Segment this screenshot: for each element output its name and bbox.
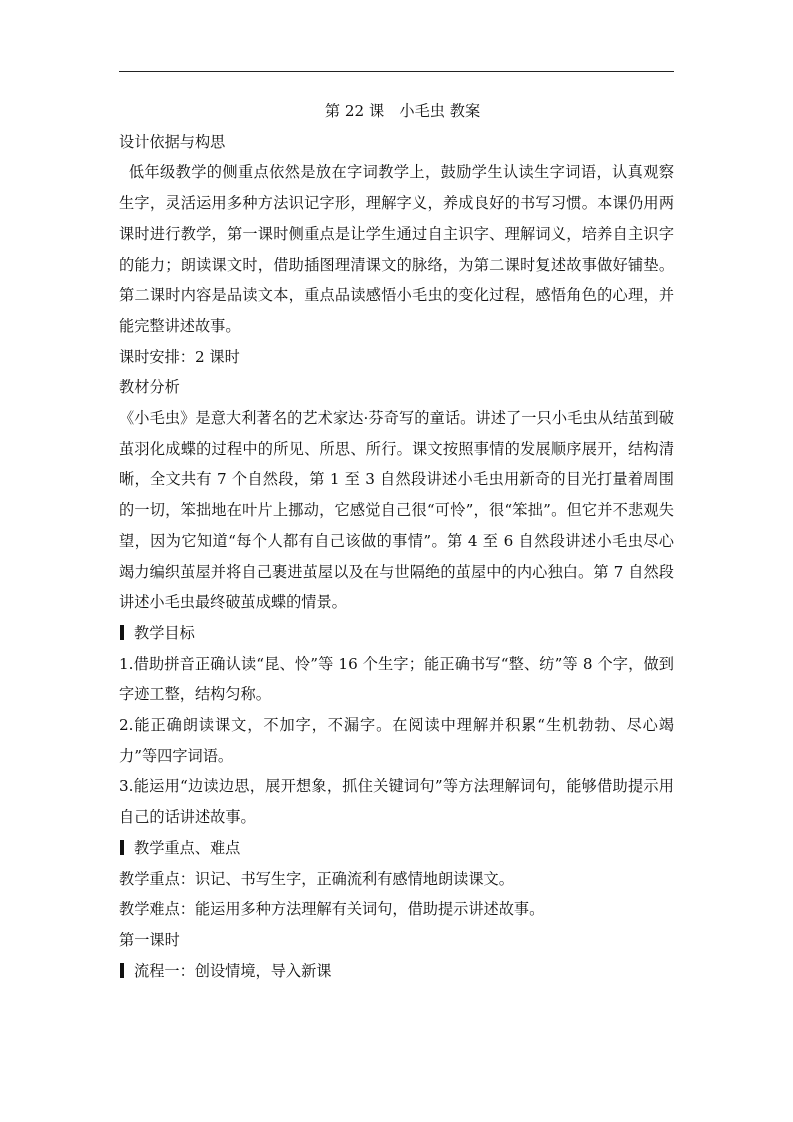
keypoints-heading-row: [119, 833, 674, 864]
objectives-heading: 教学目标: [134, 623, 195, 642]
section-marker-icon: [120, 840, 124, 855]
lesson-one-heading: 第一课时: [119, 930, 180, 949]
objectives-heading-row: [119, 618, 674, 649]
analysis-heading: 教材分析: [119, 378, 180, 397]
schedule-line: 课时安排：2 课时: [119, 347, 240, 366]
design-heading: 设计依据与构思: [119, 132, 226, 151]
design-paragraph: 低年级教学的侧重点依然是放在字词教学上，鼓励学生认读生字词语，认真观察生字，灵活运用多种方法识记字形，理解字义，养成良好的书写习惯。本课仍用两课时进行教学，第一课时侧重点是让学生通过自主识字、理解词义，培养自主识字的能力；朗读课文时，借助插图理清课文的脉络，为第二课时复述故事做好铺垫。第二课时内容是品读文本，重点品读感悟小毛虫的变化过程，感悟角色的心理，并能完整讲述故事。: [119, 163, 674, 335]
objective-item: 1.借助拼音正确认读“昆、怜”等 16 个生字；能正确书写“整、纺”等 8 个字，做到字迹工整，结构匀称。: [119, 654, 674, 704]
keypoints-heading: 教学重点、难点: [134, 838, 241, 857]
objective-item: 2.能正确朗读课文，不加字，不漏字。在阅读中理解并积累“生机勃勃、尽心竭力”等四字词语。: [119, 716, 674, 765]
section-marker-icon: [120, 625, 124, 640]
document-body: [119, 96, 674, 986]
document-title: 第 22 课 小毛虫 教案: [324, 102, 481, 120]
header-rule: [119, 71, 674, 72]
difficulty-line: 教学难点：能运用多种方法理解有关词句，借助提示讲述故事。: [119, 900, 545, 919]
objective-item: 3.能运用“边读边思，展开想象，抓住关键词句”等方法理解词句，能够借助提示用自己的话讲述故事。: [119, 777, 674, 827]
flow-one-heading: 流程一：创设情境，导入新课: [134, 961, 332, 980]
flow-one-heading-row: [119, 956, 674, 987]
analysis-paragraph: 《小毛虫》是意大利著名的艺术家达·芬奇写的童话。讲述了一只小毛虫从结茧到破茧羽化成蝶的过程中的所见、所思、所行。课文按照事情的发展顺序展开，结构清晰，全文共有 7 个自然段，第 1 至 3 自然段讲述小毛虫用新奇的目光打量着周围的一切，笨拙地在叶片上挪动，它感觉自己很“可怜”，很“笨拙”。但它并不悲观失望，因为它知道“每个人都有自己该做的事情”。第 4 至 6 自然段讲述小毛虫尽心竭力编织茧屋并将自己裹进茧屋以及在与世隔绝的茧屋中的内心独白。第 7 自然段讲述小毛虫最终破茧成蝶的情景。: [119, 409, 674, 612]
key-point-line: 教学重点：识记、书写生字，正确流利有感情地朗读课文。: [119, 869, 514, 888]
section-marker-icon: [120, 963, 124, 978]
